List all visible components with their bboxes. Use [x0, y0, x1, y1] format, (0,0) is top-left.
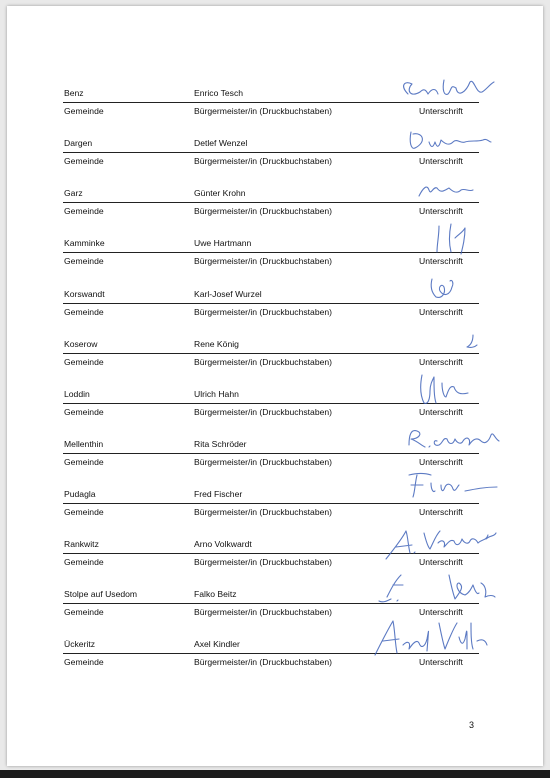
signature-caption: Unterschrift: [419, 557, 463, 567]
mayor-name: Enrico Tesch: [194, 88, 244, 98]
municipality-name: Mellenthin: [64, 439, 104, 449]
municipality-caption: Gemeinde: [64, 206, 104, 216]
signature-caption: Unterschrift: [419, 156, 463, 166]
signature-line: [63, 202, 479, 203]
signature-row-ueckeritz: [7, 639, 543, 689]
municipality-name: Pudagla: [64, 489, 96, 499]
mayor-caption: Bürgermeister/in (Druckbuchstaben): [194, 256, 333, 266]
municipality-caption: Gemeinde: [64, 256, 104, 266]
municipality-name: Koserow: [64, 339, 98, 349]
mayor-name: Axel Kindler: [194, 639, 240, 649]
mayor-caption: Bürgermeister/in (Druckbuchstaben): [194, 607, 333, 617]
mayor-name: Günter Krohn: [194, 188, 246, 198]
mayor-name: Detlef Wenzel: [194, 138, 248, 148]
signature-row-korswandt: [7, 289, 543, 339]
mayor-caption: Bürgermeister/in (Druckbuchstaben): [194, 557, 333, 567]
municipality-caption: Gemeinde: [64, 457, 104, 467]
mayor-name: Karl-Josef Wurzel: [194, 289, 262, 299]
signature-line: [63, 453, 479, 454]
signature-caption: Unterschrift: [419, 307, 463, 317]
signature-line: [63, 353, 479, 354]
handwritten-signature: [403, 425, 507, 453]
municipality-caption: Gemeinde: [64, 607, 104, 617]
page-number: 3: [469, 720, 475, 730]
municipality-caption: Gemeinde: [64, 657, 104, 667]
mayor-name: Rita Schröder: [194, 439, 247, 449]
handwritten-signature: [390, 74, 500, 108]
mayor-name: Uwe Hartmann: [194, 238, 252, 248]
mayor-caption: Bürgermeister/in (Druckbuchstaben): [194, 206, 333, 216]
mayor-caption: Bürgermeister/in (Druckbuchstaben): [194, 357, 333, 367]
municipality-name: Benz: [64, 88, 84, 98]
municipality-name: Loddin: [64, 389, 90, 399]
municipality-caption: Gemeinde: [64, 357, 104, 367]
municipality-name: Dargen: [64, 138, 93, 148]
municipality-name: Rankwitz: [64, 539, 99, 549]
municipality-caption: Gemeinde: [64, 156, 104, 166]
handwritten-signature: [367, 615, 493, 659]
signature-caption: Unterschrift: [419, 607, 463, 617]
signature-row-kamminke: [7, 238, 543, 288]
municipality-caption: Gemeinde: [64, 507, 104, 517]
municipality-name: Stolpe auf Usedom: [64, 589, 138, 599]
municipality-name: Garz: [64, 188, 83, 198]
mayor-caption: Bürgermeister/in (Druckbuchstaben): [194, 407, 333, 417]
signature-line: [63, 252, 479, 253]
municipality-name: Ückeritz: [64, 639, 96, 649]
mayor-caption: Bürgermeister/in (Druckbuchstaben): [194, 657, 333, 667]
document-page: [7, 6, 543, 766]
mayor-name: Ulrich Hahn: [194, 389, 239, 399]
signature-caption: Unterschrift: [419, 507, 463, 517]
municipality-caption: Gemeinde: [64, 106, 104, 116]
handwritten-signature: [405, 128, 495, 156]
municipality-name: Korswandt: [64, 289, 105, 299]
signature-caption: Unterschrift: [419, 206, 463, 216]
mayor-name: Fred Fischer: [194, 489, 243, 499]
mayor-caption: Bürgermeister/in (Druckbuchstaben): [194, 307, 333, 317]
mayor-caption: Bürgermeister/in (Druckbuchstaben): [194, 156, 333, 166]
mayor-caption: Bürgermeister/in (Druckbuchstaben): [194, 106, 333, 116]
handwritten-signature: [376, 525, 512, 561]
municipality-name: Kamminke: [64, 238, 105, 248]
signature-line: [63, 503, 479, 504]
mayor-name: Falko Beitz: [194, 589, 237, 599]
viewer-bottom-edge: [0, 770, 550, 778]
handwritten-signature: [373, 571, 499, 611]
handwritten-signature: [429, 222, 479, 256]
municipality-caption: Gemeinde: [64, 407, 104, 417]
handwritten-signature: [415, 180, 485, 202]
handwritten-signature: [412, 371, 474, 409]
handwritten-signature: [459, 333, 485, 355]
municipality-caption: Gemeinde: [64, 557, 104, 567]
signature-caption: Unterschrift: [419, 357, 463, 367]
signature-line: [63, 303, 479, 304]
signature-caption: Unterschrift: [419, 256, 463, 266]
signature-caption: Unterschrift: [419, 457, 463, 467]
signature-caption: Unterschrift: [419, 657, 463, 667]
handwritten-signature: [422, 275, 462, 305]
mayor-name: Rene König: [194, 339, 239, 349]
signature-caption: Unterschrift: [419, 106, 463, 116]
mayor-caption: Bürgermeister/in (Druckbuchstaben): [194, 457, 333, 467]
mayor-name: Arno Volkwardt: [194, 539, 252, 549]
handwritten-signature: [403, 469, 503, 501]
municipality-caption: Gemeinde: [64, 307, 104, 317]
signature-caption: Unterschrift: [419, 407, 463, 417]
mayor-caption: Bürgermeister/in (Druckbuchstaben): [194, 507, 333, 517]
